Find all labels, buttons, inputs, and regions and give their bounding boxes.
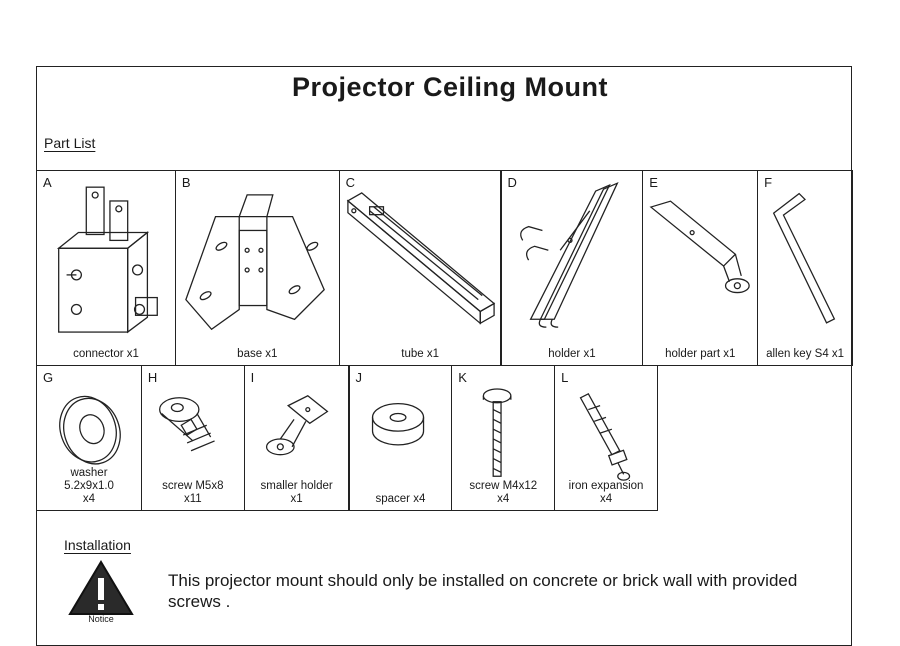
part-cell-k [451, 365, 555, 511]
part-letter: A [43, 175, 52, 190]
part-letter: E [649, 175, 658, 190]
part-letter: J [355, 370, 362, 385]
part-cell-d [500, 170, 643, 366]
installation-heading: Installation [64, 537, 131, 553]
part-cell-i [244, 365, 350, 511]
parts-row-2 [36, 365, 657, 511]
part-caption: screw M5x8 x11 [162, 480, 224, 505]
part-caption: iron expansion x4 [568, 480, 644, 505]
part-caption: allen key S4 x1 [766, 348, 845, 360]
part-letter: C [345, 175, 356, 190]
document-title: Projector Ceiling Mount [291, 72, 608, 102]
part-letter: G [43, 370, 54, 385]
part-caption: connector x1 [73, 348, 139, 360]
allen-key-icon [758, 171, 852, 365]
part-cell-e [642, 170, 758, 366]
part-caption: screw M4x12 x4 [469, 480, 538, 505]
holder-part-icon [643, 171, 757, 365]
part-cell-l [554, 365, 658, 511]
part-caption: base x1 [237, 348, 278, 360]
holder-icon [501, 171, 642, 365]
part-letter: L [561, 370, 569, 385]
part-caption: smaller holder x1 [260, 480, 333, 505]
part-cell-a [36, 170, 176, 366]
part-list-heading: Part List [44, 135, 96, 151]
part-cell-g [36, 365, 142, 511]
part-letter: I [250, 370, 255, 385]
tube-icon [340, 171, 501, 365]
part-letter: F [764, 175, 773, 190]
part-caption: holder x1 [548, 348, 596, 360]
spacer-icon [349, 366, 451, 510]
part-letter: B [181, 175, 191, 190]
part-caption: holder part x1 [665, 348, 736, 360]
part-cell-j [348, 365, 452, 511]
installation-text: This projector mount should only be installed on concrete or brick wall with provided screws . [168, 571, 798, 611]
part-cell-c [339, 170, 502, 366]
part-letter: D [507, 175, 517, 190]
part-caption: tube x1 [401, 348, 439, 360]
part-cell-b [175, 170, 340, 366]
part-cell-f [757, 170, 853, 366]
part-caption: spacer x4 [375, 493, 426, 505]
part-cell-h [141, 365, 245, 511]
notice-label: Notice [88, 614, 114, 624]
part-letter: K [458, 370, 467, 385]
parts-row-1 [36, 170, 852, 366]
part-caption: washer 5.2x9x1.0 x4 [64, 467, 114, 505]
part-letter: H [147, 370, 158, 385]
base-icon [176, 171, 339, 365]
connector-icon [37, 171, 175, 365]
